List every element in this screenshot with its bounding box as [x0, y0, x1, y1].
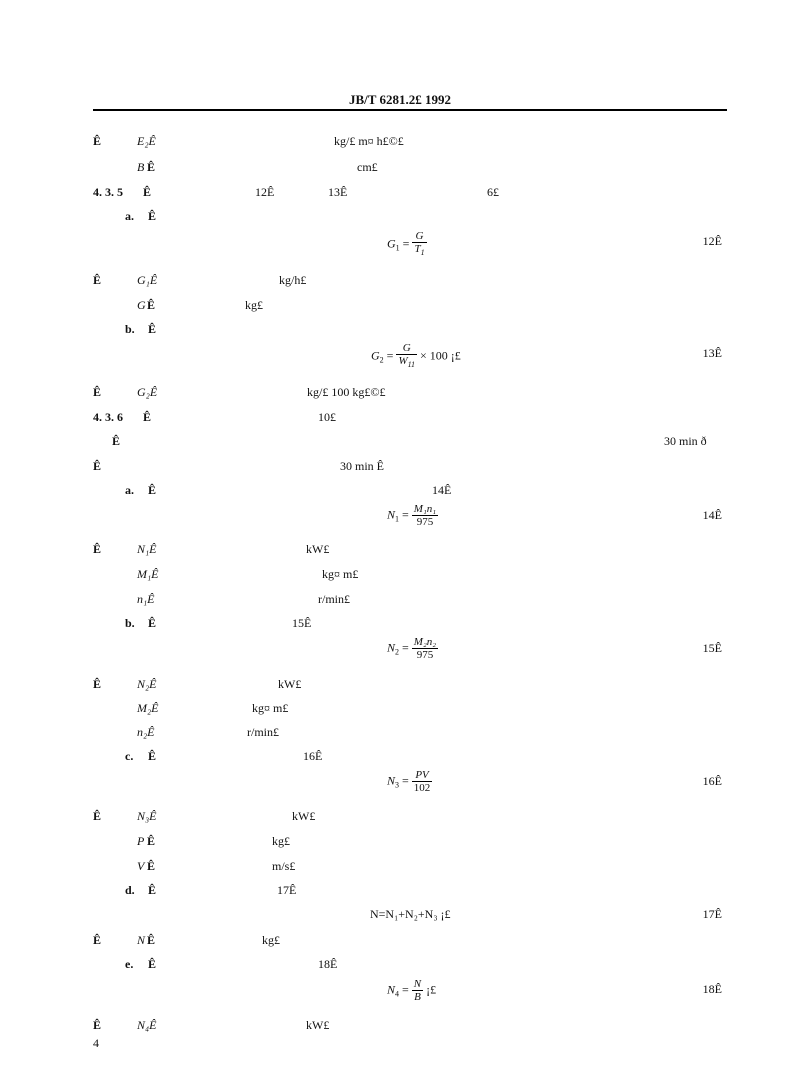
text-line-15-part-2: r/min£ [318, 592, 350, 606]
eq13-tail: × 100 ¡£ [420, 348, 461, 363]
text-line-2-part-2: Ê [147, 160, 156, 174]
eq13-denominator [396, 355, 417, 371]
eq12-lhs-sub: 1 [395, 243, 400, 253]
text-line-5-part-2: G₁Ê [137, 273, 158, 287]
equation-number-12: 12Ê [702, 234, 722, 248]
eq15-numerator: M₂n₂ [413, 636, 437, 648]
text-line-19-part-1: n₂Ê [137, 725, 155, 739]
eq18-lhs-sub: 4 [395, 989, 400, 999]
text-line-3-part-2: Ê [143, 185, 152, 199]
eq14-lhs-sub: 1 [395, 514, 400, 524]
text-line-13-part-3: kW£ [306, 542, 330, 556]
text-line-25-part-3: Ê [147, 933, 156, 947]
text-line-13-part-2: N₁Ê [137, 542, 157, 556]
eq13-lhs: G [371, 348, 380, 363]
text-line-20-part-1: c. [125, 749, 134, 763]
eq16-fraction [412, 769, 433, 794]
text-line-7-part-1: b. [125, 322, 135, 336]
text-line-22-part-3: kg£ [272, 834, 290, 848]
eq15-lhs: N [387, 640, 396, 655]
text-line-17-part-3: kW£ [278, 677, 302, 691]
page-header: JB/T 6281.2£ 1992 [349, 92, 451, 107]
text-line-25-part-4: kg£ [262, 933, 280, 947]
eq13-den-var: W [398, 355, 408, 367]
text-line-24-part-2: Ê [148, 883, 157, 897]
equation-13: $G_2$ = $\frac{G}{W_{11}}$ × 100 ¡£ [371, 342, 461, 370]
text-line-8-part-3: kg/£ 100 kg£©£ [307, 385, 386, 399]
text-line-19-part-2: r/min£ [247, 725, 279, 739]
text-line-1-part-2: E₂Ê [137, 134, 156, 148]
eq12-lhs: G [387, 236, 396, 251]
text-line-3-part-3: 12Ê [255, 185, 275, 199]
text-line-14-part-1: M₁Ê [137, 567, 159, 581]
eq12-den-sub: 1 [420, 248, 425, 258]
text-line-21-part-2: N₃Ê [137, 809, 157, 823]
eq15-lhs-sub: 2 [395, 647, 400, 657]
eq14-fraction [412, 503, 438, 528]
text-line-3-part-4: 13Ê [328, 185, 348, 199]
equation-16: $N_3$ = $\frac{PV}{102}$ [387, 769, 431, 794]
eq13-den-sub: 11 [407, 360, 416, 370]
eq18-denominator: B [414, 991, 421, 1003]
text-line-16-part-2: Ê [148, 616, 157, 630]
text-line-25-part-2: N [137, 933, 146, 947]
text-line-25-part-1: Ê [93, 933, 102, 947]
text-line-23-part-2: Ê [147, 859, 156, 873]
equation-15: $N_2$ = $\frac{\text{M₂n₂}}{975}$ [387, 636, 437, 661]
text-line-10-part-1: Ê [112, 434, 121, 448]
page-number: 4 [93, 1036, 99, 1050]
text-line-4-part-2: Ê [148, 209, 157, 223]
equation-17: N=N₁+N₂+N₃ ¡£ [370, 907, 451, 921]
text-line-18-part-2: kg¤ m£ [252, 701, 289, 715]
text-line-11-part-2: 30 min Ê [340, 459, 384, 473]
eq16-lhs: N [387, 773, 396, 788]
text-line-20-part-2: Ê [148, 749, 157, 763]
text-line-20-part-3: 16Ê [303, 749, 323, 763]
text-line-8-part-1: Ê [93, 385, 102, 399]
text-line-2-part-3: cm£ [357, 160, 378, 174]
text-line-6-part-3: kg£ [245, 298, 263, 312]
eq18-lhs: N [387, 982, 396, 997]
text-line-16-part-3: 15Ê [292, 616, 312, 630]
eq12-den-var: T [414, 243, 421, 255]
eq12-numerator: G [412, 230, 426, 243]
text-line-24-part-3: 17Ê [277, 883, 297, 897]
equation-number-16: 16Ê [702, 774, 722, 788]
text-line-17-part-1: Ê [93, 677, 102, 691]
text-line-26-part-3: 18Ê [318, 957, 338, 971]
text-line-17-part-2: N₂Ê [137, 677, 157, 691]
text-line-23-part-1: V [137, 859, 145, 873]
text-line-12-part-1: a. [125, 483, 134, 497]
equation-12: $G_1$ = $\frac{G}{T_1}$ [387, 230, 425, 258]
equation-18: $N_4$ = $\frac{N}{B}$ ¡£ [387, 978, 437, 1003]
equation-14: $N_1$ = $\frac{\text{M₁n₁}}{975}$ [387, 503, 437, 528]
eq13-fraction [396, 342, 417, 371]
text-line-7-part-2: Ê [148, 322, 157, 336]
text-line-1-part-1: Ê [93, 134, 102, 148]
text-line-3-part-5: 6£ [487, 185, 499, 199]
eq16-denominator: 102 [413, 782, 431, 794]
text-line-13-part-1: Ê [93, 542, 102, 556]
text-line-27-part-1: Ê [93, 1018, 102, 1032]
eq14-denominator: 975 [416, 516, 434, 528]
text-line-21-part-3: kW£ [292, 809, 316, 823]
eq15-fraction [412, 636, 438, 661]
eq16-lhs-sub: 3 [395, 780, 400, 790]
text-line-6-part-2: Ê [147, 298, 156, 312]
text-line-9-part-1: 4. 3. 6 [93, 410, 123, 424]
text-line-12-part-3: 14Ê [432, 483, 452, 497]
eq14-lhs: N [387, 507, 396, 522]
text-line-26-part-2: Ê [148, 957, 157, 971]
text-line-10-part-2: 30 min ð [664, 434, 707, 448]
eq12-fraction [412, 230, 426, 259]
text-line-22-part-1: P [137, 834, 145, 848]
text-line-4-part-1: a. [125, 209, 134, 223]
text-line-16-part-1: b. [125, 616, 135, 630]
text-line-23-part-3: m/s£ [272, 859, 296, 873]
text-line-21-part-1: Ê [93, 809, 102, 823]
header-rule [93, 109, 727, 111]
text-line-26-part-1: e. [125, 957, 134, 971]
eq12-denominator [412, 243, 426, 259]
text-line-5-part-1: Ê [93, 273, 102, 287]
text-line-18-part-1: M₂Ê [137, 701, 159, 715]
text-line-9-part-3: 10£ [318, 410, 336, 424]
eq14-numerator: M₁n₁ [413, 503, 437, 515]
equation-number-13: 13Ê [702, 346, 722, 360]
text-line-27-part-3: kW£ [306, 1018, 330, 1032]
text-line-27-part-2: N₄Ê [137, 1018, 157, 1032]
eq13-lhs-sub: 2 [379, 355, 384, 365]
eq18-fraction [412, 978, 423, 1003]
text-line-15-part-1: n₁Ê [137, 592, 155, 606]
eq18-tail: ¡£ [426, 982, 437, 997]
equation-number-15: 15Ê [702, 641, 722, 655]
text-line-8-part-2: G₂Ê [137, 385, 158, 399]
eq13-numerator: G [396, 342, 417, 355]
text-line-14-part-2: kg¤ m£ [322, 567, 359, 581]
text-line-5-part-3: kg/h£ [279, 273, 307, 287]
text-line-2-part-1: B [137, 160, 145, 174]
text-line-11-part-1: Ê [93, 459, 102, 473]
text-line-12-part-2: Ê [148, 483, 157, 497]
eq16-numerator: PV [412, 769, 433, 782]
text-line-9-part-2: Ê [143, 410, 152, 424]
text-line-22-part-2: Ê [147, 834, 156, 848]
eq15-denominator: 975 [416, 649, 434, 661]
equation-number-14: 14Ê [702, 508, 722, 522]
text-line-1-part-3: kg/£ m¤ h£©£ [334, 134, 404, 148]
equation-number-18: 18Ê [702, 982, 722, 996]
equation-number-17: 17Ê [702, 907, 722, 921]
text-line-6-part-1: G [137, 298, 146, 312]
text-line-3-part-1: 4. 3. 5 [93, 185, 123, 199]
eq18-numerator: N [413, 978, 422, 990]
text-line-24-part-1: d. [125, 883, 135, 897]
